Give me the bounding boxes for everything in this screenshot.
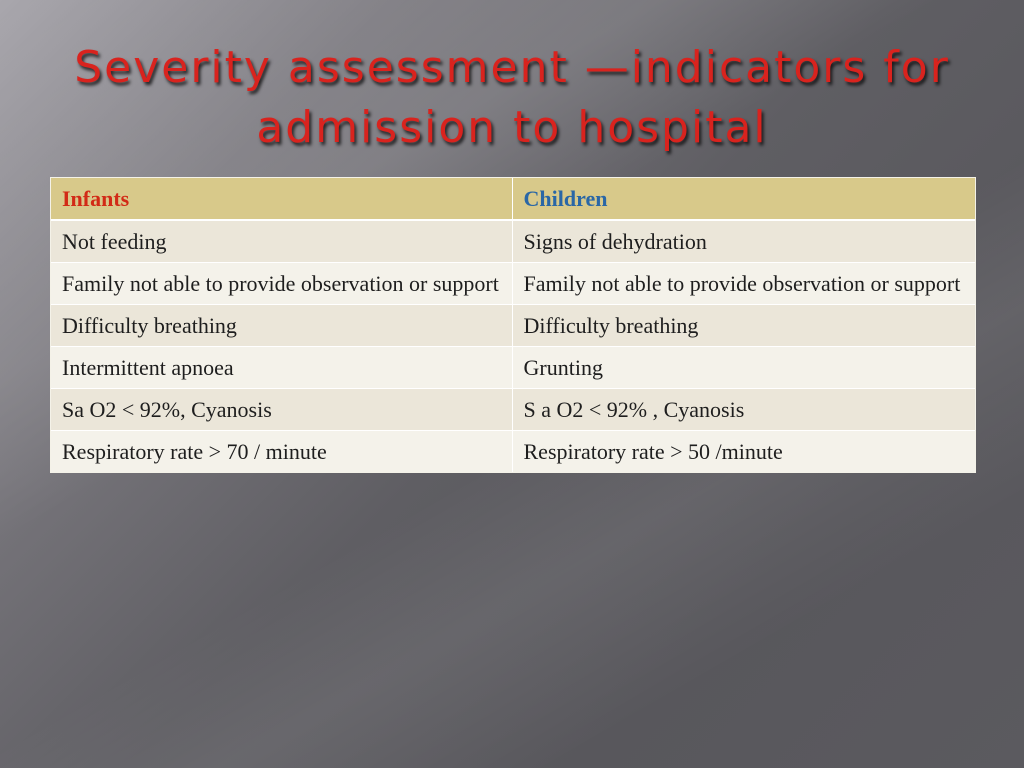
cell-infants: Family not able to provide observation or support (51, 263, 512, 305)
cell-infants: Sa O2 < 92%, Cyanosis (51, 389, 512, 431)
cell-children: Grunting (512, 347, 975, 389)
slide-title: Severity assessment —indicators for admission to hospital (74, 42, 950, 153)
cell-infants: Difficulty breathing (51, 305, 512, 347)
table-row (51, 431, 975, 473)
header-infants: Infants (51, 178, 512, 220)
table-row (51, 347, 975, 389)
indicators-table (51, 178, 975, 472)
table-row (51, 220, 975, 263)
cell-infants: Respiratory rate > 70 / minute (51, 431, 512, 473)
table-row (51, 305, 975, 347)
cell-infants: Intermittent apnoea (51, 347, 512, 389)
cell-children: Family not able to provide observation or support (512, 263, 975, 305)
table-row (51, 263, 975, 305)
table-row (51, 389, 975, 431)
indicators-table-container (50, 177, 976, 473)
table-header-row (51, 178, 975, 220)
cell-infants: Not feeding (51, 220, 512, 263)
cell-children: Difficulty breathing (512, 305, 975, 347)
header-children: Children (512, 178, 975, 220)
cell-children: Respiratory rate > 50 /minute (512, 431, 975, 473)
cell-children: Signs of dehydration (512, 220, 975, 263)
cell-children: S a O2 < 92% , Cyanosis (512, 389, 975, 431)
